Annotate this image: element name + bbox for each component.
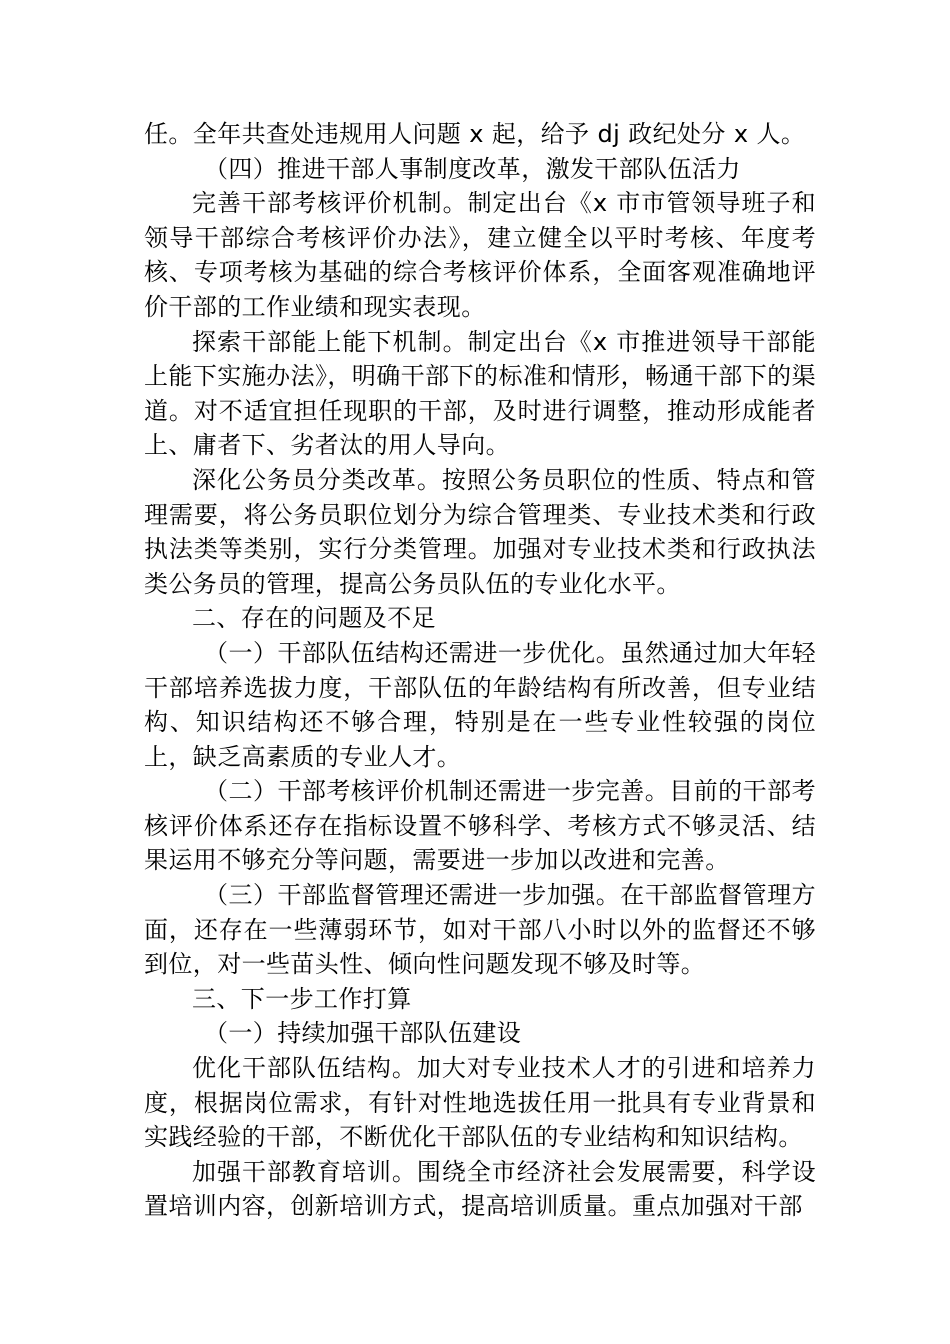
paragraph-problem-2: （二）干部考核评价机制还需进一步完善。目前的干部考核评价体系还存在指标设置不够科学、考核方式不够灵活、结果运用不够充分等问题，需要进一步加以改进和完善。	[144, 777, 816, 875]
paragraph-training: 加强干部教育培训。围绕全市经济社会发展需要，科学设置培训内容，创新培训方式，提高培训质量。重点加强对干部	[144, 1157, 816, 1221]
paragraph-assessment-mechanism: 完善干部考核评价机制。制定出台《x 市市管领导班子和领导干部综合考核评价办法》，建立健全以平时考核、年度考核、专项考核为基础的综合考核评价体系，全面客观准确地评价干部的工作业绩和现实表现。	[144, 189, 816, 321]
subsection-heading-1: （一）持续加强干部队伍建设	[204, 1019, 522, 1048]
document-body	[144, 117, 816, 1224]
paragraph-promotion-demotion: 探索干部能上能下机制。制定出台《x 市推进领导干部能上能下实施办法》，明确干部下的标准和情形，畅通干部下的渠道。对不适宜担任现职的干部，及时进行调整，推动形成能者上、庸者下、劣者汰的用人导向。	[144, 327, 816, 460]
section-heading-problems: 二、存在的问题及不足	[192, 604, 436, 633]
section-heading-next-steps: 三、下一步工作打算	[192, 984, 412, 1013]
paragraph-optimize-structure: 优化干部队伍结构。加大对专业技术人才的引进和培养力度，根据岗位需求，有针对性地选拔任用一批具有专业背景和实践经验的干部，不断优化干部队伍的专业结构和知识结构。	[144, 1054, 816, 1152]
paragraph-problem-1: （一）干部队伍结构还需进一步优化。虽然通过加大年轻干部培养选拔力度，干部队伍的年龄结构有所改善，但专业结构、知识结构还不够合理，特别是在一些专业性较强的岗位上，缺乏高素质的专业人才。	[144, 638, 816, 771]
paragraph-civil-servant-reform: 深化公务员分类改革。按照公务员职位的性质、特点和管理需要，将公务员职位划分为综合管理类、专业技术类和行政执法类等类别，实行分类管理。加强对专业技术类和行政执法类公务员的管理，提高公务员队伍的专业化水平。	[144, 465, 816, 598]
section-heading-4: （四）推进干部人事制度改革，激发干部队伍活力	[204, 154, 741, 183]
paragraph-continuation: 任。全年共查处违规用人问题 x 起，给予 dj 政纪处分 x 人。	[144, 120, 806, 148]
paragraph-problem-3: （三）干部监督管理还需进一步加强。在干部监督管理方面，还存在一些薄弱环节，如对干部八小时以外的监督还不够到位，对一些苗头性、倾向性问题发现不够及时等。	[144, 881, 816, 979]
